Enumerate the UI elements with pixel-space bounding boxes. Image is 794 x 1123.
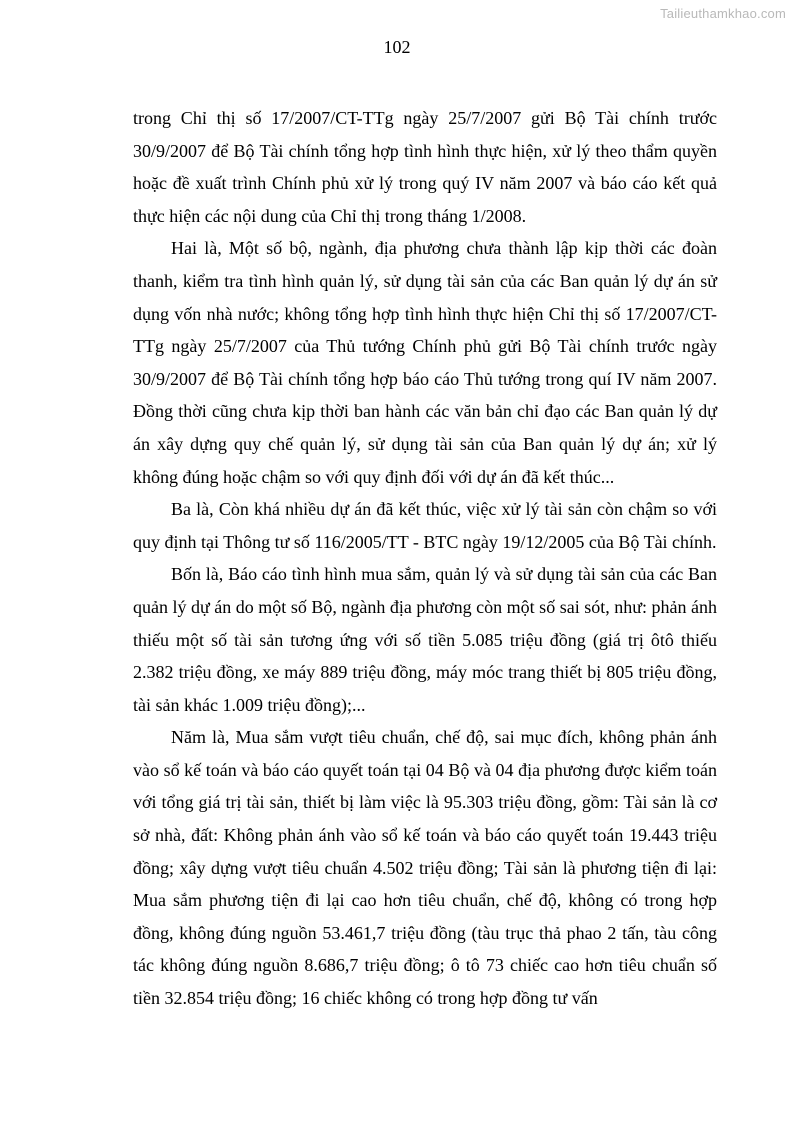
paragraph-nam-la: Năm là, Mua sắm vượt tiêu chuẩn, chế độ, sai mục đích, không phản ánh vào sổ kế toán và báo cáo quyết toán tại 04 Bộ và 04 địa phương được kiểm toán với tổng giá trị tài sản, thiết bị làm việc là 95.303 triệu đồng, gồm: Tài sản là cơ sở nhà, đất: Không phản ánh vào sổ kế toán và báo cáo quyết toán 19.443 triệu đồng; xây dựng vượt tiêu chuẩn 4.502 triệu đồng; Tài sản là phương tiện đi lại: Mua sắm phương tiện đi lại cao hơn tiêu chuẩn, chế độ, không có trong hợp đồng, không đúng nguồn 53.461,7 triệu đồng (tàu trục thả phao 2 tấn, tàu công tác không đúng nguồn 8.686,7 triệu đồng; ô tô 73 chiếc cao hơn tiêu chuẩn số tiền 32.854 triệu đồng; 16 chiếc không có trong hợp đồng tư vấn (133, 727, 717, 1009)
watermark-text: Tailieuthamkhao.com (660, 6, 786, 21)
paragraph-hai-la: Hai là, Một số bộ, ngành, địa phương chưa thành lập kịp thời các đoàn thanh, kiểm tra tình hình quản lý, sử dụng tài sản của các Ban quản lý dự án sử dụng vốn nhà nước; không tổng hợp tình hình thực hiện Chỉ thị số 17/2007/CT-TTg ngày 25/7/2007 của Thủ tướng Chính phủ gửi Bộ Tài chính trước ngày 30/9/2007 để Bộ Tài chính tổng hợp báo cáo Thủ tướng trong quí IV năm 2007. Đồng thời cũng chưa kịp thời ban hành các văn bản chỉ đạo các Ban quản lý dự án xây dựng quy chế quản lý, sử dụng tài sản của Ban quản lý dự án; xử lý không đúng hoặc chậm so với quy định đối với dự án đã kết thúc... (133, 238, 717, 487)
document-body (133, 102, 717, 1015)
page-number: 102 (383, 37, 411, 57)
paragraph-bon-la: Bốn là, Báo cáo tình hình mua sắm, quản lý và sử dụng tài sản của các Ban quản lý dự án do một số Bộ, ngành địa phương còn một số sai sót, như: phản ánh thiếu một số tài sản tương ứng với số tiền 5.085 triệu đồng (giá trị ôtô thiếu 2.382 triệu đồng, xe máy 889 triệu đồng, máy móc trang thiết bị 805 triệu đồng, tài sản khác 1.009 triệu đồng);... (133, 564, 717, 715)
paragraph-continuation: trong Chỉ thị số 17/2007/CT-TTg ngày 25/7/2007 gửi Bộ Tài chính trước 30/9/2007 để Bộ Tài chính tổng hợp tình hình thực hiện, xử lý theo thẩm quyền hoặc đề xuất trình Chính phủ xử lý trong quý IV năm 2007 và báo cáo kết quả thực hiện các nội dung của Chỉ thị trong tháng 1/2008. (133, 108, 717, 226)
paragraph-ba-la: Ba là, Còn khá nhiều dự án đã kết thúc, việc xử lý tài sản còn chậm so với quy định tại Thông tư số 116/2005/TT - BTC ngày 19/12/2005 của Bộ Tài chính. (133, 499, 717, 552)
